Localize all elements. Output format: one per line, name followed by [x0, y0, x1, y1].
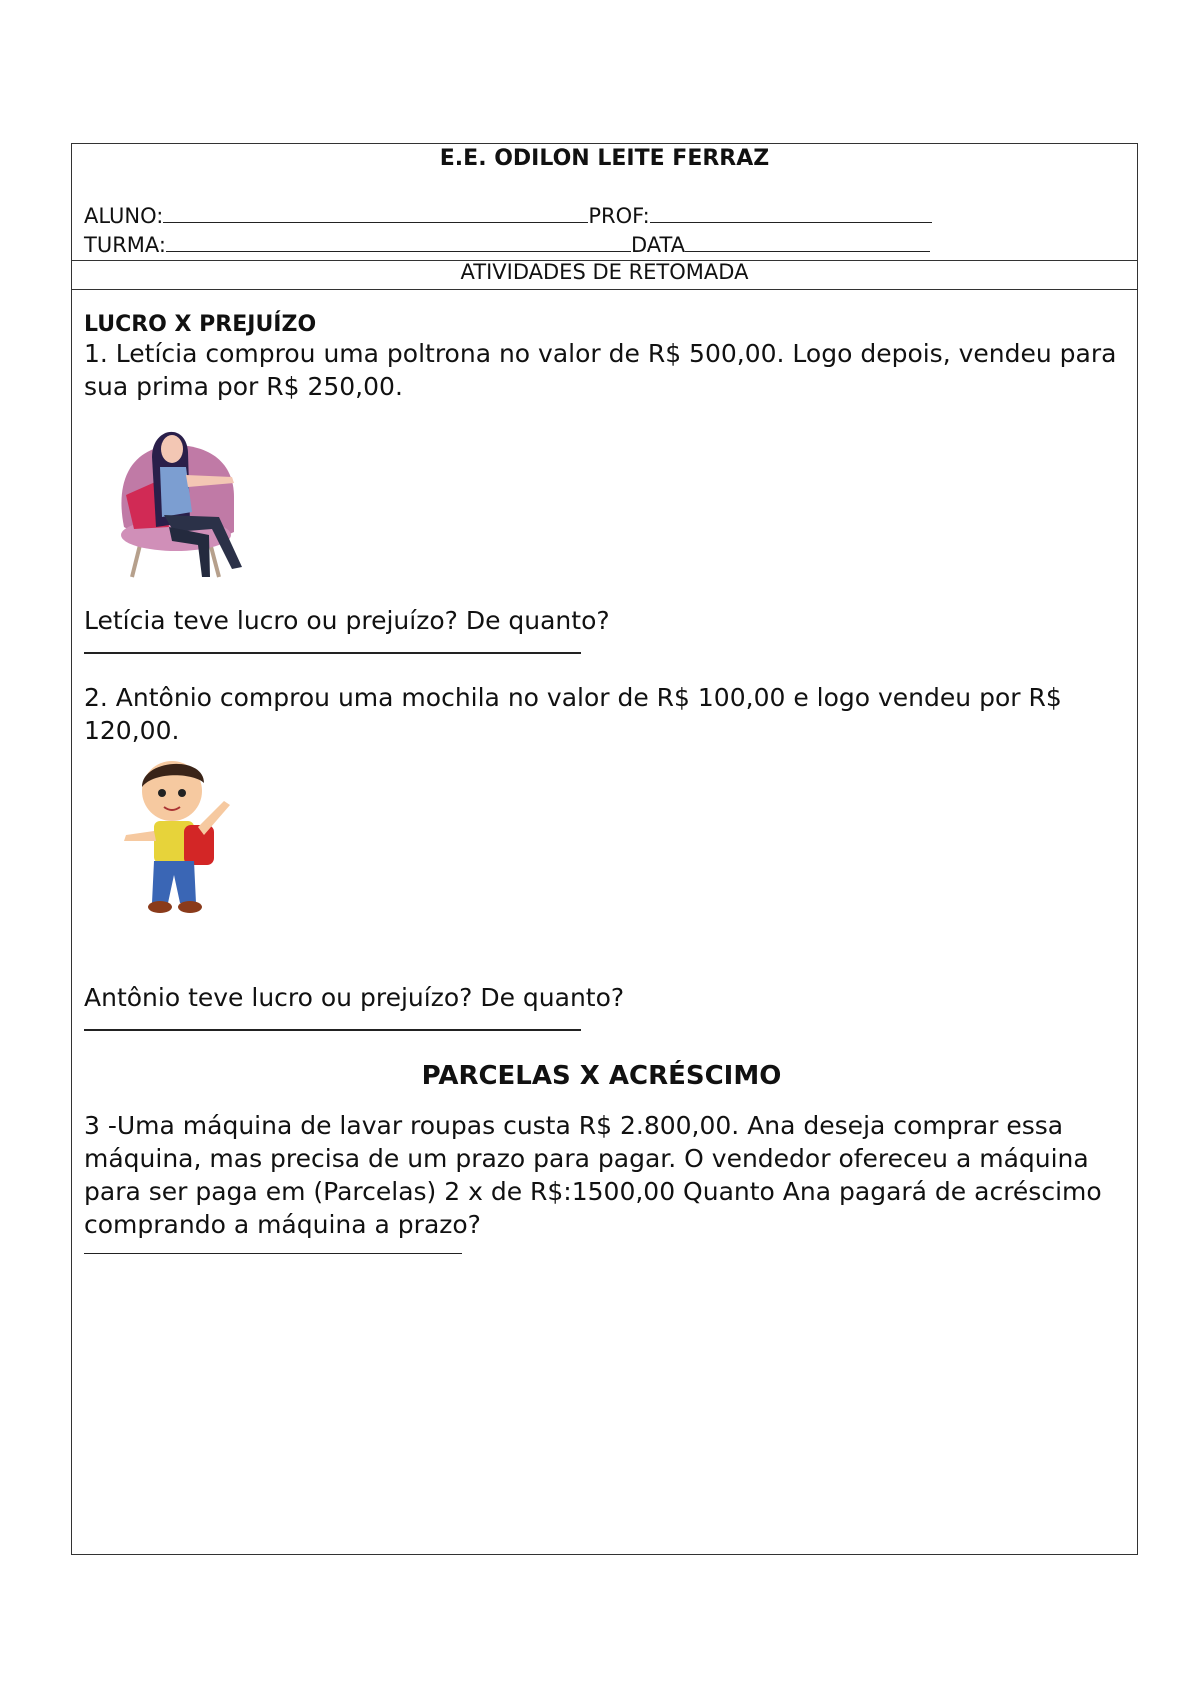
heading-lucro-prejuizo: LUCRO X PREJUÍZO — [84, 312, 317, 337]
answer-line-3 — [84, 1253, 462, 1254]
boy-with-backpack-illustration — [114, 753, 244, 923]
aluno-blank — [163, 202, 588, 223]
answer-line-1 — [84, 652, 581, 654]
answer-line-2 — [84, 1029, 581, 1031]
data-label: DATA — [630, 233, 686, 257]
turma-label: TURMA: — [84, 233, 166, 257]
woman-in-armchair-illustration — [114, 417, 264, 582]
turma-data-row — [84, 231, 930, 257]
question-2: 2. Antônio comprou uma mochila no valor de R$ 100,00 e logo vendeu por R$ 120,00. — [84, 683, 1062, 745]
question-3: 3 -Uma máquina de lavar roupas custa R$ 2.800,00. Ana deseja comprar essa máquina, mas precisa de um prazo para pagar. O vendedor ofereceu a máquina para ser paga em (Parcelas) 2 x de R$:1500,00 Quanto Ana pagará de acréscimo comprando a máquina a prazo? — [84, 1111, 1102, 1239]
aluno-prof-row — [84, 202, 932, 228]
turma-blank — [166, 231, 631, 252]
question-1: 1. Letícia comprou uma poltrona no valor de R$ 500,00. Logo depois, vendeu para sua prima por R$ 250,00. — [84, 339, 1117, 401]
prof-label: PROF: — [588, 204, 650, 228]
worksheet-frame — [71, 143, 1138, 1555]
section-title: ATIVIDADES DE RETOMADA — [460, 260, 749, 284]
heading-parcelas-acrescimo: PARCELAS X ACRÉSCIMO — [421, 1061, 782, 1091]
prof-blank — [650, 202, 932, 223]
content-area — [84, 312, 1119, 1254]
question-2-ask: Antônio teve lucro ou prejuízo? De quanto? — [84, 983, 625, 1012]
school-name: E.E. ODILON LEITE FERRAZ — [439, 146, 770, 171]
divider-bottom — [72, 289, 1137, 290]
data-blank — [685, 231, 930, 252]
question-1-ask: Letícia teve lucro ou prejuízo? De quanto? — [84, 606, 610, 635]
aluno-label: ALUNO: — [84, 204, 164, 228]
